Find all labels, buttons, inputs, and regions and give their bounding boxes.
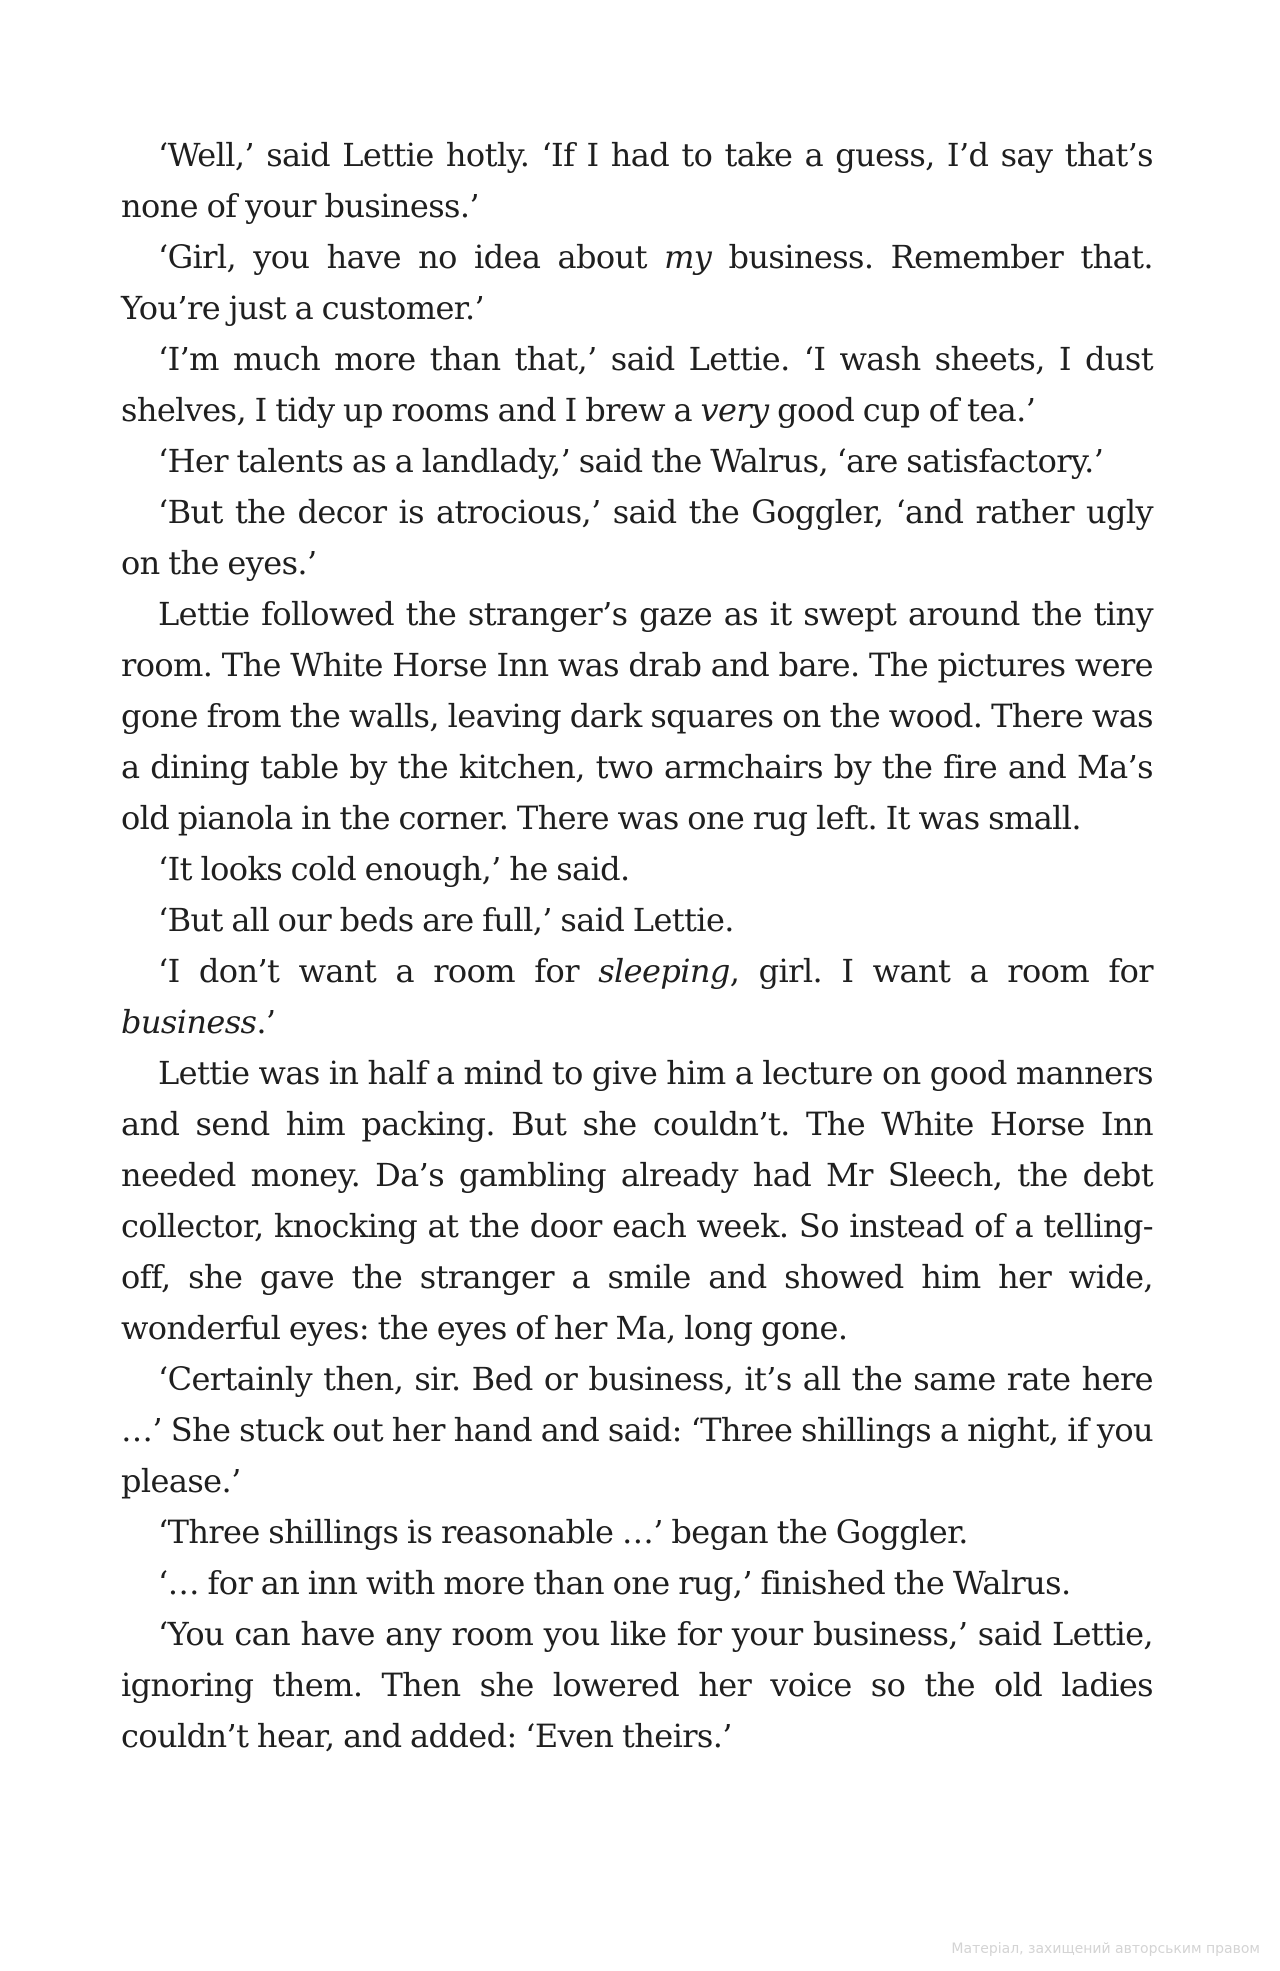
text-run: , girl. I want a room for: [729, 952, 1153, 990]
paragraph: [121, 1609, 1153, 1762]
text-run: Lettie was in half a mind to give him a lecture on good manners and send him packing. But she couldn’t. The White Horse Inn needed money. Da’s gambling already had Mr Sleech, the debt collector, knocking at the door each week. So instead of a telling-off, she gave the stranger a smile and showed him her wide, wonderful eyes: the eyes of her Ma, long gone.: [121, 1054, 1153, 1347]
italic-text-run: business: [121, 1003, 257, 1041]
paragraph: [121, 232, 1153, 334]
text-run: ‘I don’t want a room for: [158, 952, 599, 990]
paragraph: [121, 1048, 1153, 1354]
italic-text-run: very: [700, 391, 769, 429]
paragraph: [121, 436, 1153, 487]
paragraph: [121, 334, 1153, 436]
text-run: ‘But the decor is atrocious,’ said the Goggler, ‘and rather ugly on the eyes.’: [121, 493, 1153, 582]
paragraph: [121, 946, 1153, 1048]
text-run: business. Remember that. You’re just a customer.’: [121, 238, 1153, 327]
text-run: ‘Well,’ said Lettie hotly. ‘If I had to take a guess, I’d say that’s none of your business.’: [121, 136, 1153, 225]
text-run: ‘You can have any room you like for your business,’ said Lettie, ignoring them. Then she lowered her voice so the old ladies couldn’t hear, and added: ‘Even theirs.’: [121, 1615, 1153, 1755]
paragraph: [121, 1558, 1153, 1609]
text-run: .’: [256, 1003, 276, 1041]
text-run: ‘It looks cold enough,’ he said.: [158, 850, 630, 888]
text-run: ‘Her talents as a landlady,’ said the Walrus, ‘are satisfactory.’: [158, 442, 1104, 480]
text-run: ‘… for an inn with more than one rug,’ finished the Walrus.: [158, 1564, 1071, 1602]
text-run: ‘But all our beds are full,’ said Lettie.: [158, 901, 734, 939]
paragraph: [121, 487, 1153, 589]
text-run: good cup of tea.’: [768, 391, 1036, 429]
italic-text-run: sleeping: [598, 952, 730, 990]
text-run: ‘Three shillings is reasonable …’ began the Goggler.: [158, 1513, 968, 1551]
text-run: ‘I’m much more than that,’ said Lettie. ‘I wash sheets, I dust shelves, I tidy up rooms and I brew a: [121, 340, 1153, 429]
paragraph: [121, 130, 1153, 232]
paragraph: [121, 1354, 1153, 1507]
copyright-watermark: Матеріал, захищений авторським правом: [951, 1941, 1260, 1957]
text-run: ‘Girl, you have no idea about: [158, 238, 665, 276]
paragraph: [121, 895, 1153, 946]
text-run: ‘Certainly then, sir. Bed or business, it’s all the same rate here …’ She stuck out her hand and said: ‘Three shillings a night, if you please.’: [121, 1360, 1153, 1500]
paragraph: [121, 1507, 1153, 1558]
paragraph: [121, 844, 1153, 895]
paragraph: [121, 589, 1153, 844]
italic-text-run: my: [664, 238, 712, 276]
book-page: [121, 130, 1153, 1762]
text-run: Lettie followed the stranger’s gaze as it swept around the tiny room. The White Horse Inn was drab and bare. The pictures were gone from the walls, leaving dark squares on the wood. There was a dining table by the kitchen, two armchairs by the fire and Ma’s old pianola in the corner. There was one rug left. It was small.: [121, 595, 1153, 837]
